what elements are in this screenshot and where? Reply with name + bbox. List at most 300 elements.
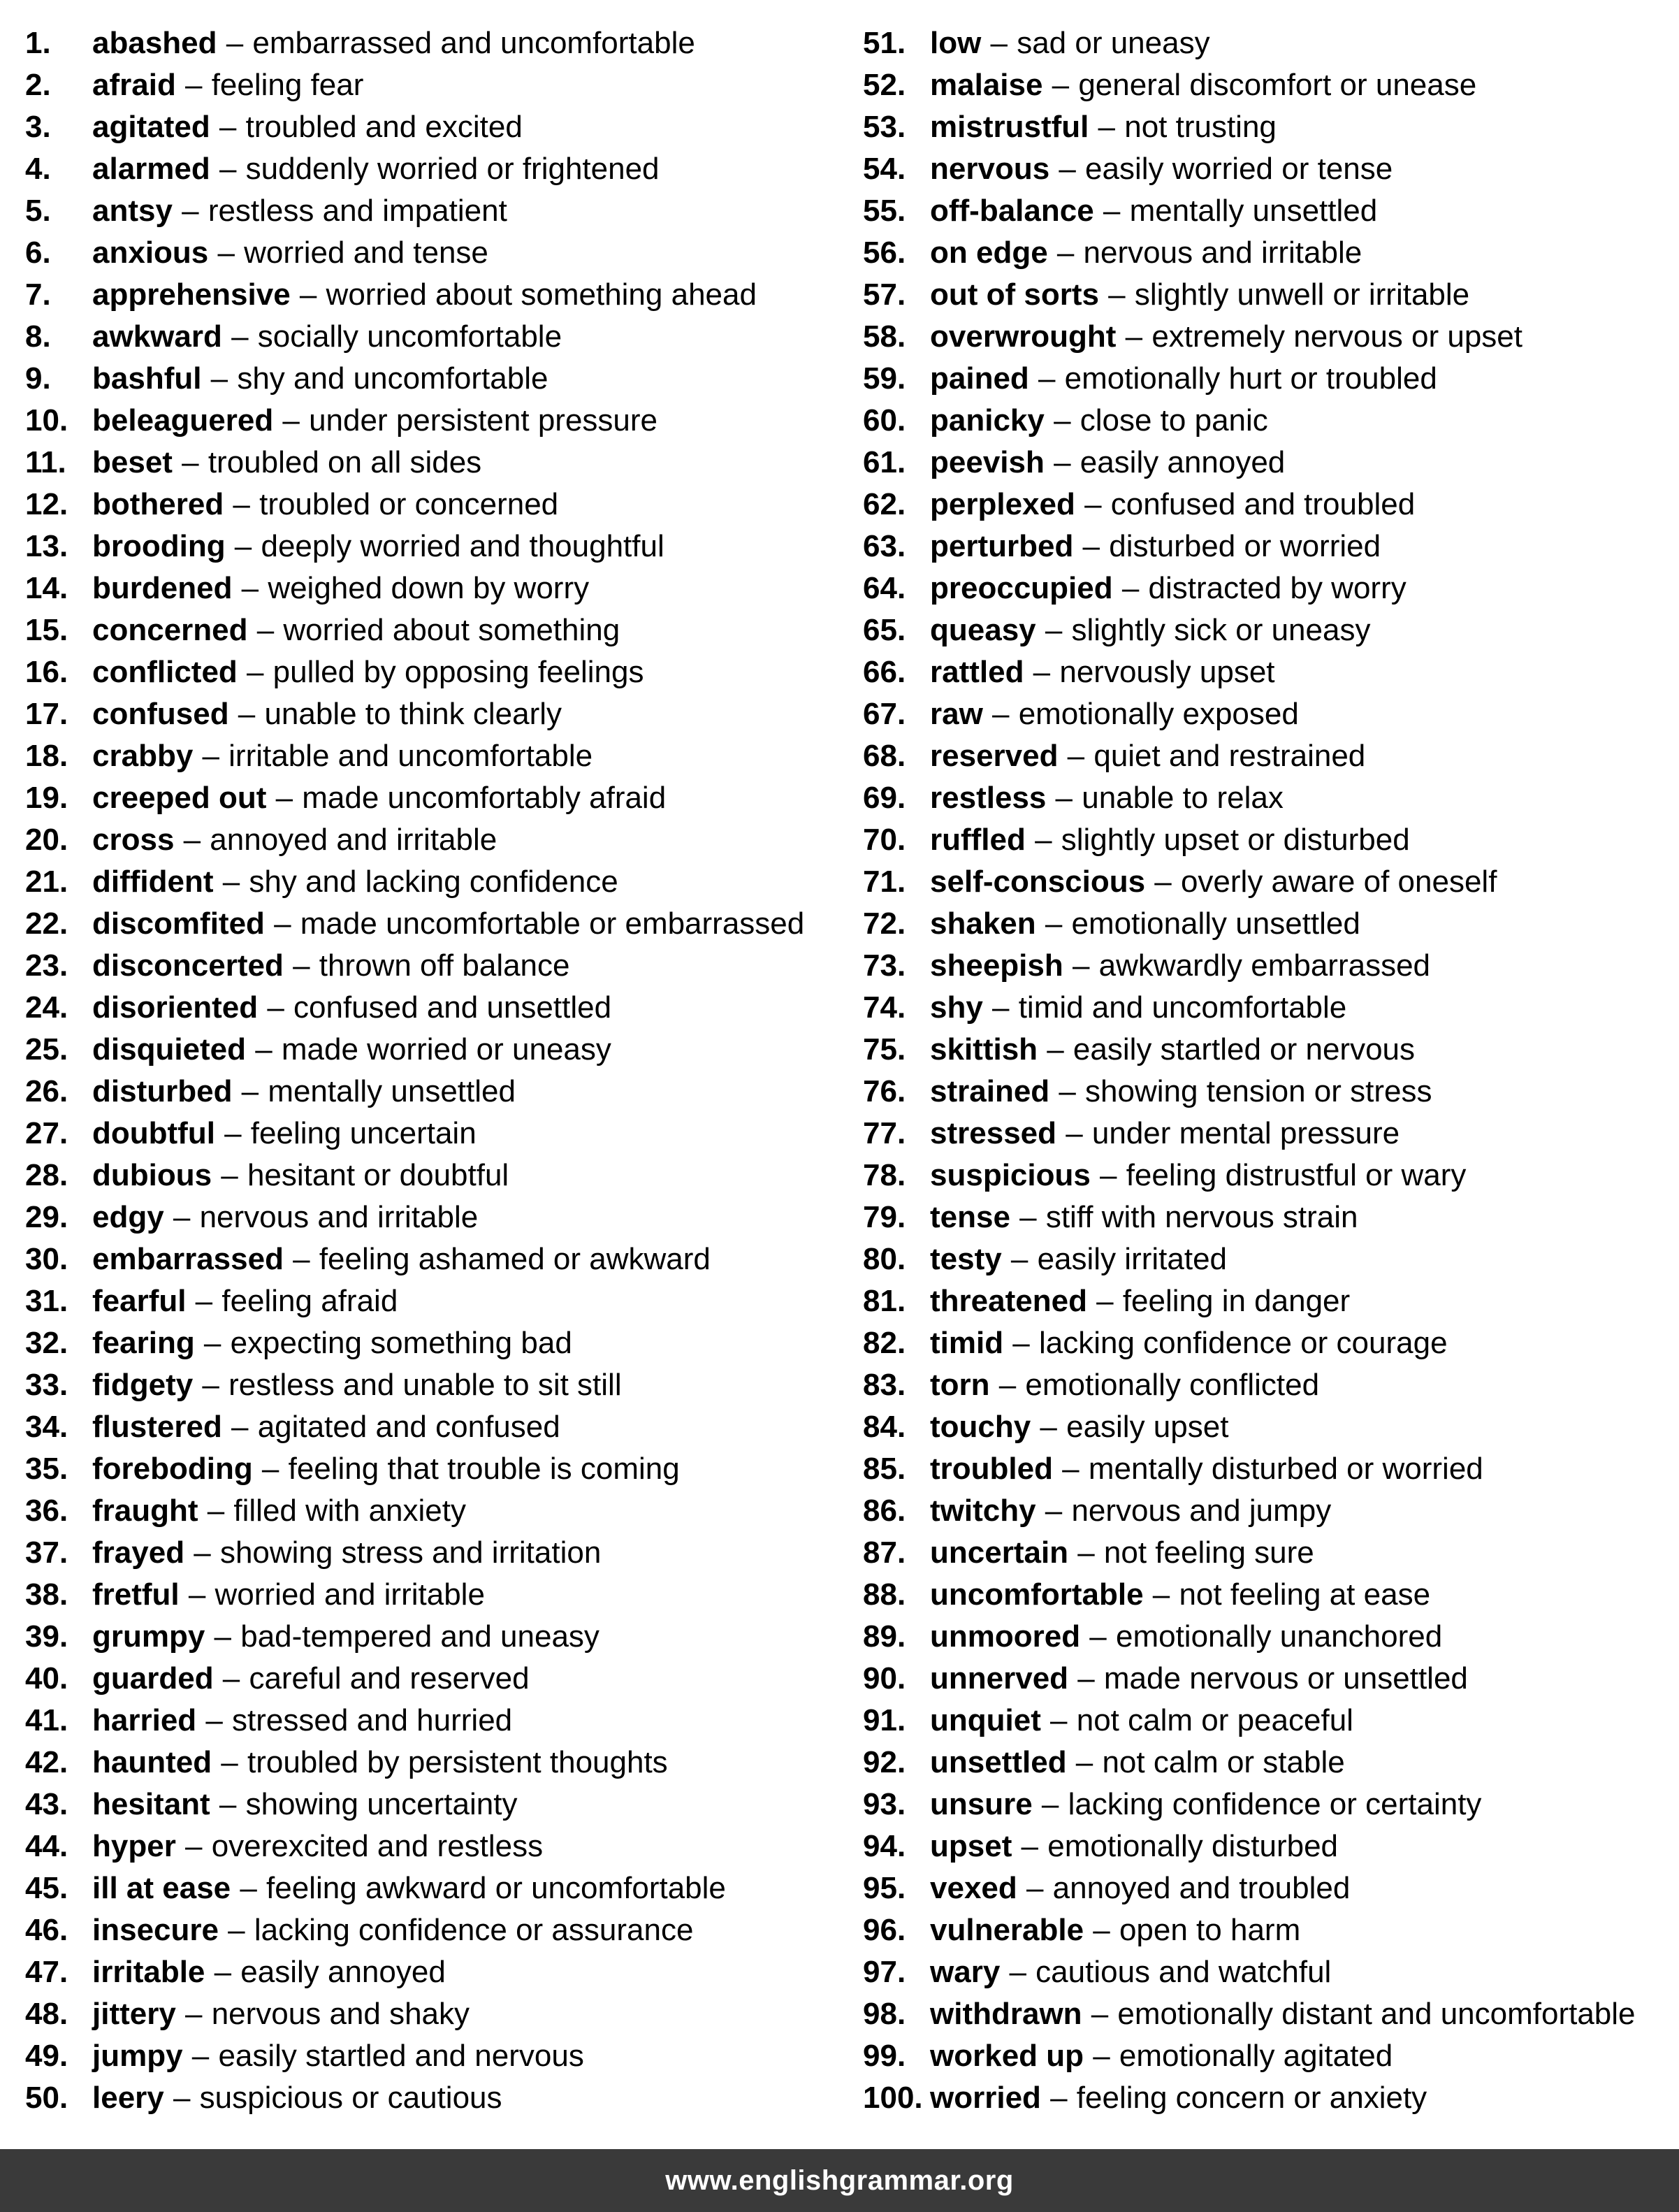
item-separator: – (183, 823, 201, 857)
item-definition: emotionally agitated (1119, 2039, 1393, 2073)
item-word: off-balance (930, 194, 1094, 228)
list-item (25, 777, 850, 819)
item-number: 72. (863, 906, 906, 941)
item-word: dubious (92, 1158, 212, 1192)
item-separator: – (282, 403, 300, 438)
list-item (25, 64, 850, 106)
item-definition: emotionally conflicted (1025, 1368, 1320, 1402)
item-number: 80. (863, 1242, 906, 1276)
item-definition: under persistent pressure (309, 403, 658, 438)
item-word: irritable (92, 1955, 205, 1989)
item-definition: feeling fear (211, 68, 364, 102)
item-definition: agitated and confused (257, 1410, 560, 1444)
item-definition: troubled and excited (245, 110, 523, 144)
item-definition: easily annoyed (240, 1955, 446, 1989)
item-word: nervous (930, 152, 1050, 186)
item-separator: – (261, 1452, 279, 1486)
list-item (25, 1658, 850, 1700)
item-number: 53. (863, 110, 906, 144)
item-definition: nervous and shaky (211, 1997, 470, 2031)
item-word: bashful (92, 361, 202, 396)
item-word: jumpy (92, 2039, 183, 2073)
item-definition: troubled on all sides (208, 445, 482, 479)
item-word: withdrawn (930, 1997, 1082, 2031)
item-number: 71. (863, 865, 906, 899)
item-definition: restless and impatient (208, 194, 507, 228)
item-separator: – (1033, 655, 1051, 689)
item-number: 69. (863, 781, 906, 815)
item-word: haunted (92, 1745, 212, 1779)
list-item (863, 1071, 1666, 1113)
item-separator: – (1055, 781, 1073, 815)
item-definition: quiet and restrained (1093, 739, 1366, 773)
list-item (25, 2035, 850, 2077)
list-item (863, 484, 1666, 526)
item-number: 24. (25, 990, 68, 1025)
item-word: self-conscious (930, 865, 1146, 899)
item-definition: emotionally hurt or troubled (1064, 361, 1437, 396)
item-definition: easily worried or tense (1085, 152, 1393, 186)
item-number: 65. (863, 613, 906, 647)
item-number: 59. (863, 361, 906, 396)
item-number: 93. (863, 1787, 906, 1821)
item-number: 38. (25, 1577, 68, 1612)
item-separator: – (1050, 2081, 1068, 2115)
item-word: worried (930, 2081, 1041, 2115)
item-number: 97. (863, 1955, 906, 1989)
list-item (25, 945, 850, 987)
list-item (863, 568, 1666, 609)
list-item (25, 442, 850, 484)
list-item (25, 693, 850, 735)
item-separator: – (1019, 1200, 1037, 1234)
item-separator: – (202, 1368, 219, 1402)
item-number: 83. (863, 1368, 906, 1402)
item-separator: – (1059, 152, 1076, 186)
item-number: 91. (863, 1703, 906, 1737)
item-word: perplexed (930, 487, 1075, 521)
item-separator: – (221, 1158, 238, 1192)
item-definition: disturbed or worried (1109, 529, 1381, 563)
item-word: crabby (92, 739, 194, 773)
item-number: 44. (25, 1829, 68, 1863)
item-definition: suspicious or cautious (199, 2081, 502, 2115)
item-word: peevish (930, 445, 1045, 479)
item-word: testy (930, 1242, 1002, 1276)
item-number: 66. (863, 655, 906, 689)
list-item (863, 1448, 1666, 1490)
item-separator: – (1062, 1452, 1080, 1486)
list-item (863, 2077, 1666, 2119)
item-number: 51. (863, 26, 906, 60)
item-separator: – (274, 906, 291, 941)
item-definition: not calm or stable (1102, 1745, 1345, 1779)
item-separator: – (1066, 1116, 1083, 1150)
item-word: on edge (930, 236, 1048, 270)
item-word: discomfited (92, 906, 265, 941)
list-item (25, 1616, 850, 1658)
item-number: 67. (863, 697, 906, 731)
list-item (25, 316, 850, 358)
item-separator: – (228, 1913, 245, 1947)
item-number: 74. (863, 990, 906, 1025)
list-item (25, 1113, 850, 1155)
item-number: 77. (863, 1116, 906, 1150)
list-item (25, 1448, 850, 1490)
item-separator: – (990, 26, 1008, 60)
item-word: fearing (92, 1326, 195, 1360)
item-number: 87. (863, 1535, 906, 1570)
item-number: 89. (863, 1619, 906, 1654)
item-separator: – (188, 1577, 206, 1612)
item-word: insecure (92, 1913, 219, 1947)
item-separator: – (1075, 1745, 1093, 1779)
item-number: 6. (25, 236, 51, 270)
item-definition: extremely nervous or upset (1151, 319, 1522, 354)
item-word: threatened (930, 1284, 1087, 1318)
item-separator: – (205, 1703, 223, 1737)
item-word: low (930, 26, 982, 60)
item-word: foreboding (92, 1452, 253, 1486)
list-item (25, 1867, 850, 1909)
list-item (863, 1951, 1666, 1993)
item-definition: annoyed and troubled (1052, 1871, 1351, 1905)
list-item (863, 316, 1666, 358)
item-word: mistrustful (930, 110, 1089, 144)
list-item (863, 1867, 1666, 1909)
item-definition: feeling distrustful or wary (1126, 1158, 1467, 1192)
item-definition: slightly upset or disturbed (1061, 823, 1410, 857)
item-number: 62. (863, 487, 906, 521)
list-item (863, 64, 1666, 106)
item-definition: feeling uncertain (250, 1116, 477, 1150)
item-word: reserved (930, 739, 1059, 773)
item-number: 3. (25, 110, 51, 144)
item-number: 8. (25, 319, 51, 354)
item-separator: – (267, 990, 284, 1025)
item-number: 37. (25, 1535, 68, 1570)
item-word: anxious (92, 236, 209, 270)
list-item (863, 1909, 1666, 1951)
item-definition: showing uncertainty (245, 1787, 518, 1821)
item-word: abashed (92, 26, 217, 60)
item-definition: feeling awkward or uncomfortable (266, 1871, 726, 1905)
list-item (863, 400, 1666, 442)
item-definition: easily startled and nervous (218, 2039, 584, 2073)
item-word: uncomfortable (930, 1577, 1144, 1612)
item-definition: lacking confidence or certainty (1068, 1787, 1482, 1821)
item-definition: confused and troubled (1110, 487, 1416, 521)
item-word: malaise (930, 68, 1043, 102)
item-number: 81. (863, 1284, 906, 1318)
item-separator: – (1084, 487, 1102, 521)
item-definition: bad-tempered and uneasy (240, 1619, 599, 1654)
item-word: harried (92, 1703, 197, 1737)
item-number: 33. (25, 1368, 68, 1402)
list-item (863, 777, 1666, 819)
list-item (863, 819, 1666, 861)
item-word: skittish (930, 1032, 1038, 1067)
list-item (863, 1826, 1666, 1867)
item-separator: – (1054, 445, 1071, 479)
item-separator: – (1059, 1074, 1076, 1108)
item-word: upset (930, 1829, 1012, 1863)
item-word: strained (930, 1074, 1050, 1108)
item-definition: easily startled or nervous (1073, 1032, 1416, 1067)
item-definition: deeply worried and thoughtful (261, 529, 664, 563)
item-separator: – (256, 613, 275, 647)
item-number: 13. (25, 529, 68, 563)
item-word: agitated (92, 110, 210, 144)
item-number: 47. (25, 1955, 68, 1989)
list-item (863, 1197, 1666, 1238)
item-definition: easily upset (1066, 1410, 1229, 1444)
item-word: awkward (92, 319, 222, 354)
item-word: timid (930, 1326, 1004, 1360)
item-definition: pulled by opposing feelings (272, 655, 644, 689)
item-separator: – (1021, 1829, 1039, 1863)
item-number: 10. (25, 403, 68, 438)
list-item (863, 2035, 1666, 2077)
item-number: 21. (25, 865, 68, 899)
item-word: unsure (930, 1787, 1033, 1821)
item-definition: slightly sick or uneasy (1071, 613, 1371, 647)
item-word: confused (92, 697, 229, 731)
item-separator: – (222, 1661, 240, 1696)
list-item (25, 1197, 850, 1238)
item-word: concerned (92, 613, 248, 647)
item-definition: stressed and hurried (232, 1703, 513, 1737)
list-item (863, 106, 1666, 148)
item-separator: – (214, 1619, 232, 1654)
item-separator: – (1067, 739, 1085, 773)
item-word: beleaguered (92, 403, 274, 438)
item-word: embarrassed (92, 1242, 284, 1276)
item-separator: – (1054, 403, 1071, 438)
item-word: worked up (930, 2039, 1084, 2073)
list-item (25, 1742, 850, 1784)
item-definition: not feeling at ease (1179, 1577, 1431, 1612)
item-definition: nervous and irritable (1083, 236, 1362, 270)
list-item (25, 1784, 850, 1826)
list-item (25, 148, 850, 190)
item-separator: – (240, 1871, 257, 1905)
list-item (25, 526, 850, 568)
item-number: 52. (863, 68, 906, 102)
item-definition: showing tension or stress (1085, 1074, 1432, 1108)
item-definition: emotionally exposed (1018, 697, 1299, 731)
list-item (863, 1280, 1666, 1322)
item-number: 58. (863, 319, 906, 354)
item-separator: – (1100, 1158, 1117, 1192)
item-number: 90. (863, 1661, 906, 1696)
item-number: 36. (25, 1494, 68, 1528)
item-word: fidgety (92, 1368, 194, 1402)
item-word: beset (92, 445, 173, 479)
list-item (863, 274, 1666, 316)
item-separator: – (299, 277, 317, 312)
list-item (25, 22, 850, 64)
item-separator: – (1038, 361, 1056, 396)
item-definition: troubled or concerned (259, 487, 559, 521)
list-item (863, 1993, 1666, 2035)
item-word: vexed (930, 1871, 1017, 1905)
item-number: 85. (863, 1452, 906, 1486)
item-number: 20. (25, 823, 68, 857)
list-item (25, 609, 850, 651)
item-word: apprehensive (92, 277, 291, 312)
item-word: jittery (92, 1997, 176, 2031)
item-number: 17. (25, 697, 68, 731)
item-number: 22. (25, 906, 68, 941)
item-definition: thrown off balance (319, 948, 570, 983)
item-number: 42. (25, 1745, 68, 1779)
list-item (863, 22, 1666, 64)
item-separator: – (1035, 823, 1052, 857)
item-number: 70. (863, 823, 906, 857)
item-definition: feeling afraid (221, 1284, 398, 1318)
item-word: rattled (930, 655, 1024, 689)
item-separator: – (275, 781, 293, 815)
list-item (863, 861, 1666, 903)
list-item (863, 1700, 1666, 1742)
item-separator: – (173, 1200, 191, 1234)
item-definition: feeling ashamed or awkward (319, 1242, 711, 1276)
item-separator: – (1050, 1703, 1068, 1737)
item-number: 54. (863, 152, 906, 186)
item-word: suspicious (930, 1158, 1091, 1192)
item-separator: – (1089, 1619, 1107, 1654)
item-definition: distracted by worry (1148, 571, 1407, 605)
item-word: wary (930, 1955, 1001, 1989)
item-definition: made uncomfortably afraid (302, 781, 667, 815)
item-definition: unable to relax (1082, 781, 1284, 815)
item-definition: not feeling sure (1103, 1535, 1314, 1570)
list-item (863, 609, 1666, 651)
item-number: 99. (863, 2039, 906, 2073)
item-number: 94. (863, 1829, 906, 1863)
item-separator: – (1056, 236, 1075, 270)
list-item (863, 987, 1666, 1029)
item-definition: timid and uncomfortable (1018, 990, 1347, 1025)
item-separator: – (1047, 1032, 1064, 1067)
item-separator: – (202, 739, 219, 773)
item-definition: emotionally unsettled (1071, 906, 1360, 941)
list-item (25, 1993, 850, 2035)
word-list-right-column (863, 22, 1666, 2119)
item-number: 76. (863, 1074, 906, 1108)
list-item (863, 1113, 1666, 1155)
list-item (863, 1238, 1666, 1280)
item-word: flustered (92, 1410, 222, 1444)
item-word: stressed (930, 1116, 1057, 1150)
list-item (25, 358, 850, 400)
item-number: 11. (25, 445, 66, 479)
item-word: creeped out (92, 781, 267, 815)
item-definition: lacking confidence or assurance (254, 1913, 694, 1947)
item-separator: – (224, 1116, 242, 1150)
item-word: frayed (92, 1535, 185, 1570)
list-item (863, 148, 1666, 190)
item-definition: filled with anxiety (233, 1494, 466, 1528)
item-separator: – (1121, 571, 1140, 605)
item-separator: – (1091, 1997, 1109, 2031)
list-item (863, 903, 1666, 945)
item-separator: – (1045, 1494, 1063, 1528)
item-number: 79. (863, 1200, 906, 1234)
item-separator: – (1082, 529, 1100, 563)
item-separator: – (1041, 1787, 1059, 1821)
item-definition: awkwardly embarrassed (1098, 948, 1431, 983)
list-item (863, 1490, 1666, 1532)
item-number: 46. (25, 1913, 68, 1947)
item-definition: sad or uneasy (1017, 26, 1210, 60)
list-item (25, 1322, 850, 1364)
item-definition: emotionally unanchored (1115, 1619, 1443, 1654)
item-number: 45. (25, 1871, 68, 1905)
list-item (863, 1364, 1666, 1406)
item-definition: weighed down by worry (268, 571, 590, 605)
item-separator: – (219, 110, 237, 144)
item-word: out of sorts (930, 277, 1099, 312)
footer-website-text: www.englishgrammar.org (665, 2164, 1014, 2196)
item-word: disoriented (92, 990, 259, 1025)
item-word: alarmed (92, 152, 210, 186)
item-definition: not trusting (1124, 110, 1277, 144)
item-number: 12. (25, 487, 68, 521)
item-definition: nervous and jumpy (1071, 1494, 1332, 1528)
list-item (863, 190, 1666, 232)
item-number: 88. (863, 1577, 906, 1612)
item-separator: – (185, 1997, 203, 2031)
item-separator: – (234, 529, 252, 563)
item-number: 43. (25, 1787, 68, 1821)
list-item (863, 1155, 1666, 1197)
list-item (863, 526, 1666, 568)
item-definition: worried and irritable (215, 1577, 485, 1612)
item-definition: mentally disturbed or worried (1088, 1452, 1483, 1486)
item-separator: – (1072, 948, 1090, 983)
item-word: shy (930, 990, 983, 1025)
item-separator: – (217, 236, 235, 270)
item-definition: slightly unwell or irritable (1134, 277, 1470, 312)
list-item (863, 1574, 1666, 1616)
list-item (863, 232, 1666, 274)
item-definition: unable to think clearly (264, 697, 562, 731)
list-item (25, 1071, 850, 1113)
item-definition: cautious and watchful (1035, 1955, 1332, 1989)
list-item (863, 1784, 1666, 1826)
item-number: 84. (863, 1410, 906, 1444)
item-separator: – (173, 2081, 191, 2115)
item-definition: feeling that trouble is coming (288, 1452, 680, 1486)
item-separator: – (1125, 319, 1143, 354)
item-word: bothered (92, 487, 224, 521)
item-number: 25. (25, 1032, 68, 1067)
item-word: fretful (92, 1577, 180, 1612)
item-separator: – (1108, 277, 1126, 312)
item-word: overwrought (930, 319, 1117, 354)
item-definition: worried about something ahead (326, 277, 757, 312)
item-separator: – (231, 319, 249, 354)
item-definition: open to harm (1119, 1913, 1301, 1947)
list-item (863, 1406, 1666, 1448)
list-item (25, 1238, 850, 1280)
item-word: queasy (930, 613, 1036, 647)
item-word: twitchy (930, 1494, 1036, 1528)
item-word: disconcerted (92, 948, 284, 983)
item-number: 14. (25, 571, 68, 605)
